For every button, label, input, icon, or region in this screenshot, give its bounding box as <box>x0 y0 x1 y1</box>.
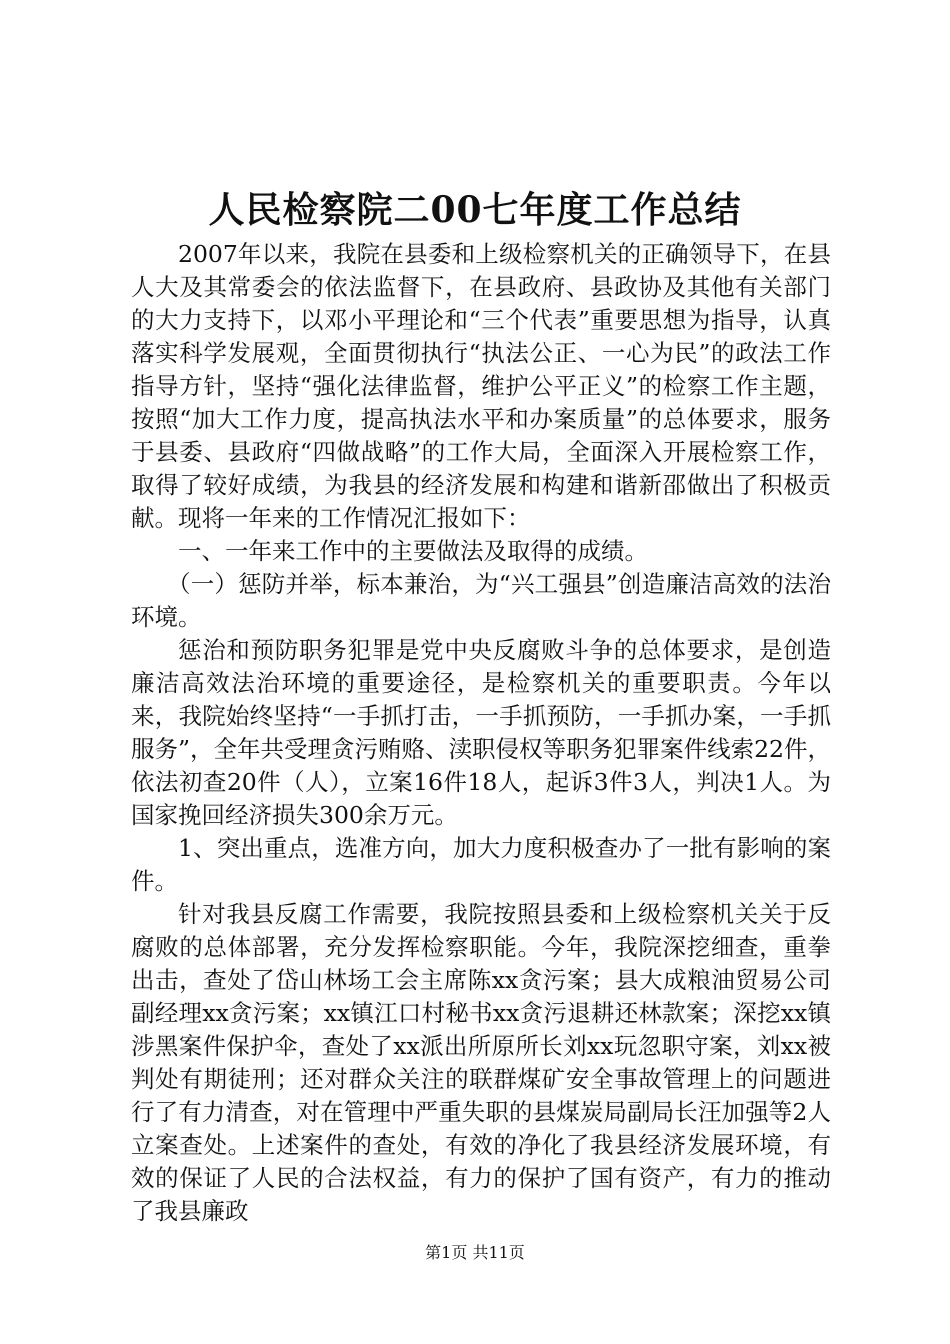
paragraph-intro: 2007年以来，我院在县委和上级检察机关的正确领导下，在县人大及其常委会的依法监督下，在县政府、县政协及其他有关部门的大力支持下，以邓小平理论和“三个代表”重要思想为指导，认真落实科学发展观，全面贯彻执行“执法公正、一心为民”的政法工作指导方针，坚持“强化法律监督，维护公平正义”的检察工作主题，按照“加大工作力度，提高执法水平和办案质量”的总体要求，服务于县委、县政府“四做战略”的工作大局，全面深入开展检察工作，取得了较好成绩，为我县的经济发展和构建和谐新邵做出了积极贡献。现将一年来的工作情况汇报如下： <box>131 240 831 532</box>
paragraph-item-heading: 1、突出重点，选准方向，加大力度积极查办了一批有影响的案件。 <box>131 834 831 895</box>
page-number-footer: 第1页 共11页 <box>425 1243 525 1262</box>
paragraph-subsection-heading: （一）惩防并举，标本兼治，为“兴工强县”创造廉洁高效的法治环境。 <box>131 570 831 631</box>
document-title: 人民检察院二00七年度工作总结 <box>208 189 742 231</box>
paragraph-body: 惩治和预防职务犯罪是党中央反腐败斗争的总体要求，是创造廉洁高效法治环境的重要途径，是检察机关的重要职责。今年以来，我院始终坚持“一手抓打击，一手抓预防，一手抓办案，一手抓服务”，全年共受理贪污贿赂、渎职侵权等职务犯罪案件线索22件，依法初查20件（人），立案16件18人，起诉3件3人，判决1人。为国家挽回经济损失300余万元。 <box>131 636 831 829</box>
paragraph-body: 针对我县反腐工作需要，我院按照县委和上级检察机关关于反腐败的总体部署，充分发挥检察职能。今年，我院深挖细查，重拳出击，查处了岱山林场工会主席陈xx贪污案；县大成粮油贸易公司副经理xx贪污案；xx镇江口村秘书xx贪污退耕还林款案；深挖xx镇涉黑案件保护伞，查处了xx派出所原所长刘xx玩忽职守案，刘xx被判处有期徒刑；还对群众关注的联群煤矿安全事故管理上的问题进行了有力清查，对在管理中严重失职的县煤炭局副局长汪加强等2人立案查处。上述案件的查处，有效的净化了我县经济发展环境，有效的保证了人民的合法权益，有力的保护了国有资产，有力的推动了我县廉政 <box>131 900 831 1225</box>
paragraph-section-heading: 一、一年来工作中的主要做法及取得的成绩。 <box>178 537 648 565</box>
document-body <box>131 238 831 1228</box>
